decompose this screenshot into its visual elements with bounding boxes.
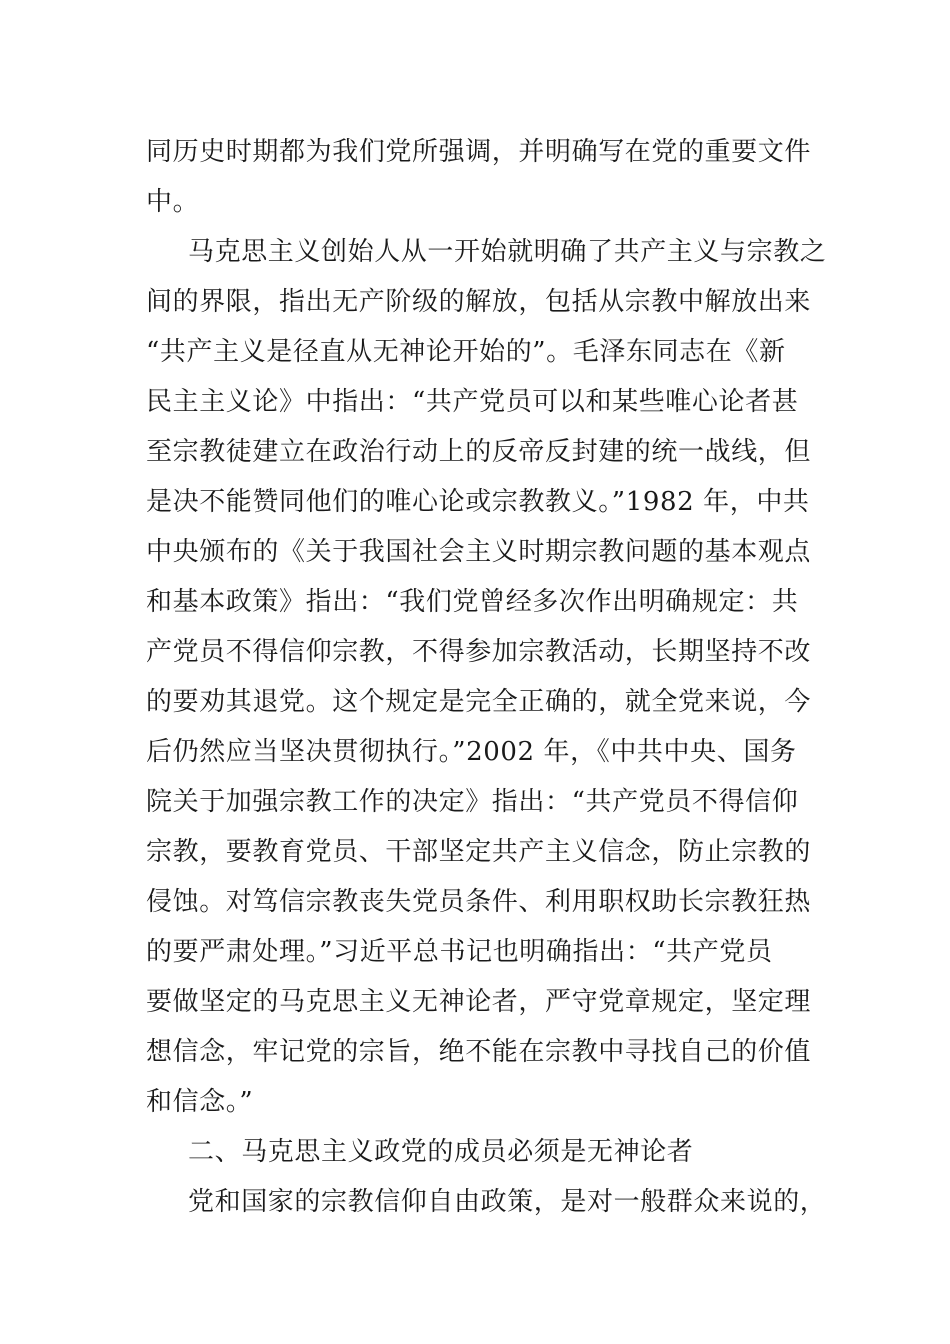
text-line: 侵蚀。对笃信宗教丧失党员条件、利用职权助长宗教狂热	[146, 887, 812, 917]
text-line: “共产主义是径直从无神论开始的”。毛泽东同志在《新	[146, 337, 786, 367]
text-line: 和基本政策》指出：“我们党曾经多次作出明确规定：共	[146, 587, 799, 617]
text-line: 是决不能赞同他们的唯心论或宗教教义。”1982 年，中共	[146, 487, 810, 517]
text-line: 民主主义论》中指出：“共产党员可以和某些唯心论者甚	[146, 387, 799, 417]
text-line: 产党员不得信仰宗教，不得参加宗教活动，长期坚持不改	[146, 637, 812, 667]
section-heading: 二、马克思主义政党的成员必须是无神论者	[188, 1137, 694, 1167]
text-line: 至宗教徒建立在政治行动上的反帝反封建的统一战线，但	[146, 437, 812, 467]
text-line: 要做坚定的马克思主义无神论者，严守党章规定，坚定理	[146, 987, 812, 1017]
text-line: 间的界限，指出无产阶级的解放，包括从宗教中解放出来	[146, 287, 812, 317]
paragraph-first-line: 党和国家的宗教信仰自由政策，是对一般群众来说的，	[188, 1187, 827, 1217]
text-line: 中央颁布的《关于我国社会主义时期宗教问题的基本观点	[146, 537, 812, 567]
text-line: 想信念，牢记党的宗旨，绝不能在宗教中寻找自己的价值	[146, 1037, 812, 1067]
text-line: 宗教，要教育党员、干部坚定共产主义信念，防止宗教的	[146, 837, 812, 867]
text-line: 的要劝其退党。这个规定是完全正确的，就全党来说，今	[146, 687, 812, 717]
text-line: 的要严肃处理。”习近平总书记也明确指出：“共产党员	[146, 937, 773, 967]
text-line: 院关于加强宗教工作的决定》指出：“共产党员不得信仰	[146, 787, 799, 817]
paragraph-first-line: 马克思主义创始人从一开始就明确了共产主义与宗教之	[188, 237, 827, 267]
text-line: 中。	[146, 187, 200, 217]
text-line: 和信念。”	[146, 1087, 254, 1117]
text-line: 后仍然应当坚决贯彻执行。”2002 年，《中共中央、国务	[146, 737, 797, 767]
text-line: 同历史时期都为我们党所强调，并明确写在党的重要文件	[146, 137, 812, 167]
